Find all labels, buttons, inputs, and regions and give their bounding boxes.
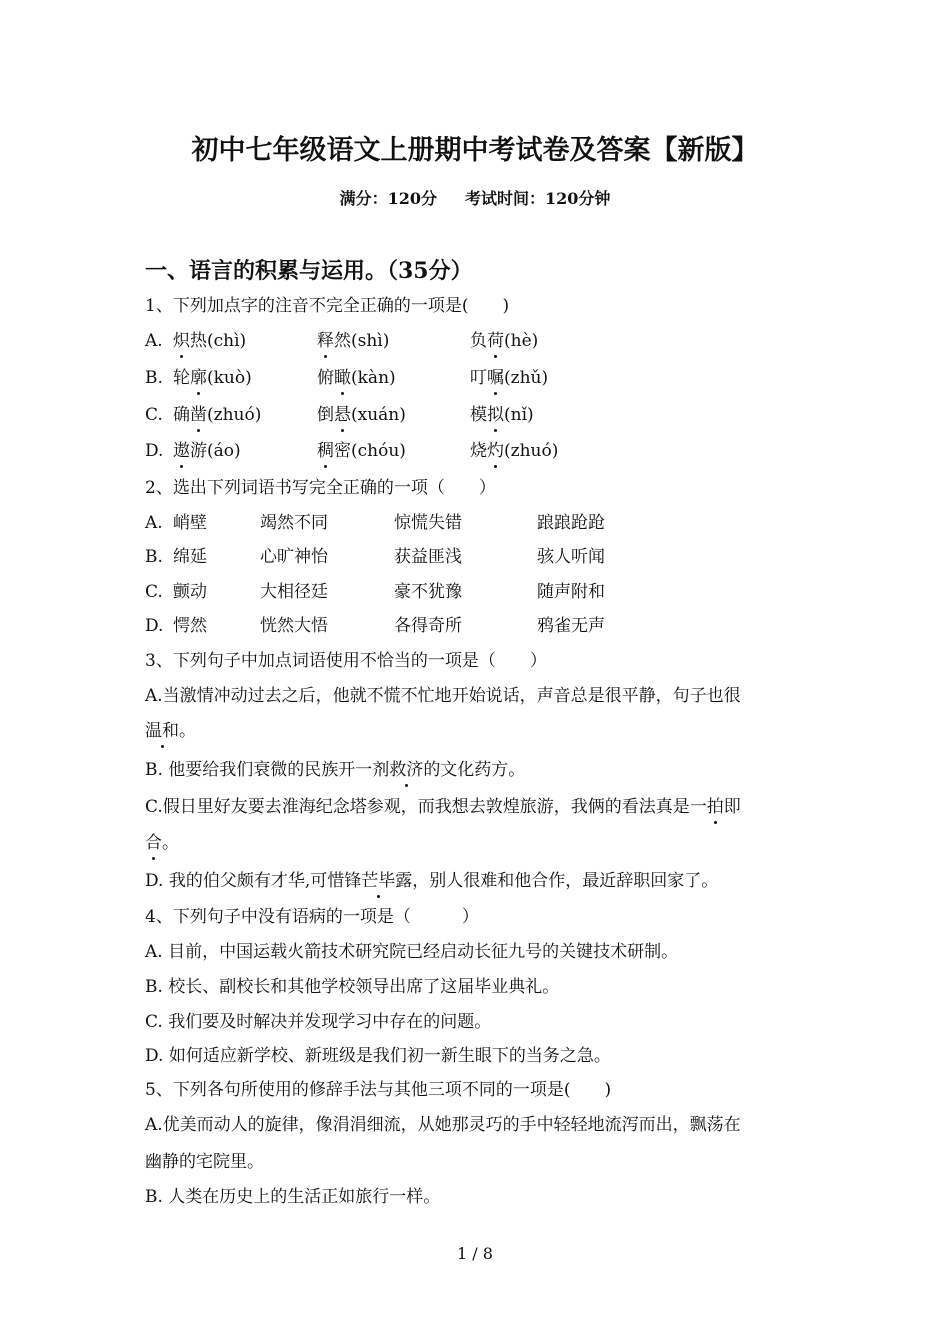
dotted-char: 稠 [317,441,334,461]
word: 峭壁 [173,513,207,533]
dotted-char: 释 [317,331,334,351]
word: 竭然不同 [260,513,328,533]
q3-option-a-line1: A.当激情冲动过去之后，他就不慌不忙地开始说话，声音总是很平静，句子也很 [145,686,741,706]
option-label: B. [145,368,163,388]
word: 颤动 [173,582,207,602]
pinyin-item: 倒悬(xuán) [317,405,406,425]
dotted-char: 嘱 [487,368,504,388]
question-2-stem: 2、选出下列词语书写完全正确的一项（ ） [145,478,496,498]
section-heading: 一、语言的积累与运用。（35分） [145,258,473,284]
dotted-text: 锋芒毕露 [344,871,413,891]
option-label: B. [145,547,163,567]
word: 随声附和 [537,582,605,602]
dotted-char: 悬 [334,405,351,425]
q3-option-d: D. 我的伯父颇有才华,可惜锋芒毕露，别人很难和他合作，最近辞职回家了。 [145,871,719,891]
word: 踉踉跄跄 [537,513,605,533]
word: 豪不犹豫 [394,582,462,602]
question-1-stem: 1、下列加点字的注音不完全正确的一项是( ) [145,296,510,316]
pinyin-item: 遨游(áo) [173,441,241,461]
option-label: A. [145,331,163,351]
exam-time: 考试时间：120分钟 [465,189,611,208]
dotted-char: 凿 [190,405,207,425]
dotted-text: 救济 [389,760,424,780]
dotted-char: 遨 [173,441,190,461]
dotted-char: 瞰 [334,368,351,388]
pinyin-item: 模拟(nǐ) [470,405,534,425]
option-label: C. [145,405,163,425]
pinyin-item: 俯瞰(kàn) [317,368,396,388]
option-label: D. [145,616,164,636]
dotted-char: 廓 [190,368,207,388]
word: 绵延 [173,547,207,567]
q5-option-b: B. 人类在历史上的生活正如旅行一样。 [145,1187,441,1207]
question-5-stem: 5、下列各句所使用的修辞手法与其他三项不同的一项是( ) [145,1080,612,1100]
word: 骇人听闻 [537,547,605,567]
word: 惊慌失错 [394,513,462,533]
q3-option-c-line2: 合。 [145,833,179,853]
q4-option-b: B. 校长、副校长和其他学校领导出席了这届毕业典礼。 [145,977,560,997]
word: 获益匪浅 [394,547,462,567]
question-4-stem: 4、下列句子中没有语病的一项是（ ） [145,907,479,927]
pinyin-item: 释然(shì) [317,331,390,351]
pinyin-item: 叮嘱(zhǔ) [470,368,549,388]
word: 恍然大悟 [260,616,328,636]
pinyin-item: 烧灼(zhuó) [470,441,559,461]
word: 各得奇所 [394,616,462,636]
dotted-char: 拟 [487,405,504,425]
dotted-text: 温和 [145,721,179,741]
pinyin-item: 负荷(hè) [470,331,539,351]
page-number: 1 / 8 [457,1244,493,1263]
pinyin-item: 炽热(chì) [173,331,247,351]
pinyin-item: 稠密(chóu) [317,441,406,461]
question-3-stem: 3、下列句子中加点词语使用不恰当的一项是（ ） [145,651,547,671]
exam-info [0,186,950,209]
dotted-text: 一拍即 [689,797,741,817]
page-title: 初中七年级语文上册期中考试卷及答案【新版】 [191,135,759,166]
q3-option-b: B. 他要给我们衰微的民族开一剂救济的文化药方。 [145,760,526,780]
q4-option-d: D. 如何适应新学校、新班级是我们初一新生眼下的当务之急。 [145,1046,611,1066]
word: 心旷神怡 [260,547,328,567]
option-label: C. [145,582,163,602]
q4-option-a: A. 目前，中国运载火箭技术研究院已经启动长征九号的关键技术研制。 [145,942,679,962]
pinyin-item: 确凿(zhuó) [173,405,262,425]
word: 愕然 [173,616,207,636]
q3-option-a-line2: 温和。 [145,721,196,741]
q4-option-c: C. 我们要及时解决并发现学习中存在的问题。 [145,1012,492,1032]
dotted-char: 灼 [487,441,504,461]
dotted-char: 炽 [173,331,190,351]
pinyin-item: 轮廓(kuò) [173,368,252,388]
full-score: 满分：120分 [339,189,437,208]
q5-option-a-line2: 幽静的宅院里。 [145,1152,264,1172]
dotted-text: 合 [145,833,162,853]
q3-option-c-line1: C.假日里好友要去淮海纪念塔参观，而我想去敦煌旅游，我俩的看法真是一拍即 [145,797,741,817]
option-label: A. [145,513,163,533]
word: 大相径廷 [260,582,328,602]
dotted-char: 荷 [487,331,504,351]
q5-option-a-line1: A.优美而动人的旋律，像涓涓细流，从她那灵巧的手中轻轻地流泻而出，飘荡在 [145,1115,741,1135]
word: 鸦雀无声 [537,616,605,636]
option-label: D. [145,441,164,461]
